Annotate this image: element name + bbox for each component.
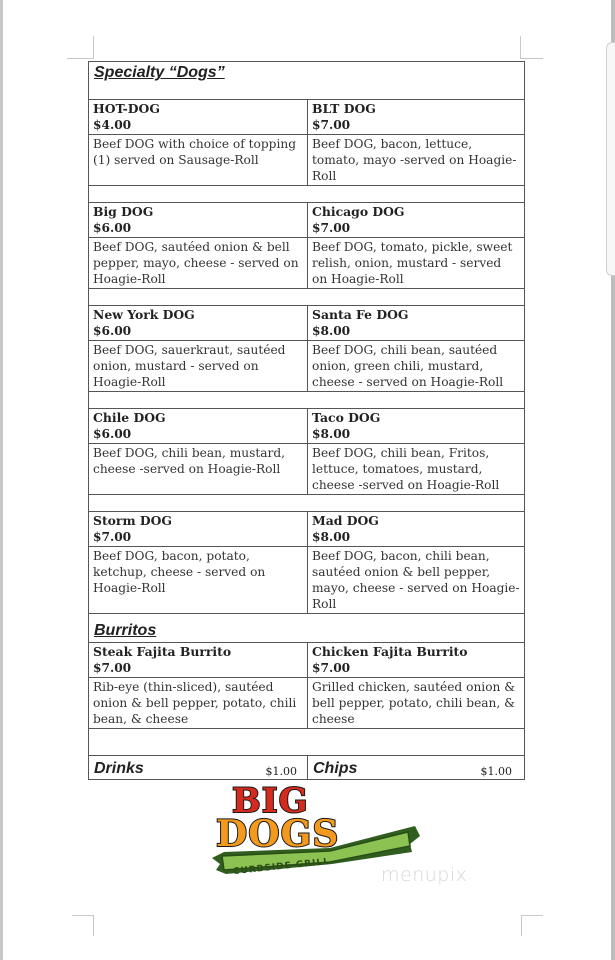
item-price: $8.00 <box>312 324 351 338</box>
item-description: Beef DOG, tomato, pickle, sweet relish, onion, mustard - served on Hoagie-Roll <box>312 240 513 286</box>
extras-row <box>89 756 524 780</box>
item-description: Beef DOG with choice of topping (1) served on Sausage-Roll <box>89 135 308 185</box>
item-price: $6.00 <box>93 324 132 338</box>
item-description: Beef DOG, chili bean, sautéed onion, green chili, mustard, cheese - served on Hoagie-Roll <box>312 343 504 389</box>
menu-item-blt-dog <box>308 100 524 134</box>
item-price: $8.00 <box>312 427 351 441</box>
item-name: Chile DOG <box>93 410 166 425</box>
menu-item-mad-dog <box>308 512 524 546</box>
menu-item-desc-row <box>89 547 524 614</box>
spacer-row <box>89 85 524 100</box>
burritos-title-text: Burritos <box>94 622 157 639</box>
item-price: $6.00 <box>93 427 132 441</box>
item-price: $7.00 <box>93 661 132 675</box>
item-description: Beef DOG, bacon, lettuce, tomato, mayo -served on Hoagie-Roll <box>312 137 517 183</box>
item-description: Beef DOG, chili bean, mustard, cheese -served on Hoagie-Roll <box>89 444 308 494</box>
item-price: $4.00 <box>93 118 132 132</box>
item-price: $7.00 <box>312 221 351 235</box>
spacer-row <box>89 495 524 512</box>
menu-item-desc-row <box>89 341 524 392</box>
item-description: Beef DOG, sauerkraut, sautéed onion, mustard - served on Hoagie-Roll <box>89 341 308 391</box>
item-description: Beef DOG, sautéed onion & bell pepper, mayo, cheese - served on Hoagie-Roll <box>89 238 308 288</box>
section-title-specialty-dogs: Specialty “Dogs” <box>94 64 225 81</box>
item-name: Chicago DOG <box>312 204 405 219</box>
scrollbar-thumb[interactable] <box>606 42 615 276</box>
menu-item-santa-fe-dog <box>308 306 524 340</box>
menu-item-chicago-dog <box>308 203 524 237</box>
menu-item-desc-row <box>89 444 524 495</box>
item-price: $6.00 <box>93 221 132 235</box>
crop-mark-bottom-left <box>72 915 94 936</box>
extra-chips <box>308 756 524 779</box>
menu-item-new-york-dog <box>89 306 308 340</box>
crop-mark-bottom-right <box>521 915 543 936</box>
item-name: HOT-DOG <box>93 101 160 116</box>
spacer-row <box>89 729 524 756</box>
item-description: Rib-eye (thin-sliced), sautéed onion & bell pepper, potato, chili bean, & cheese <box>89 678 308 728</box>
spacer-row <box>89 392 524 409</box>
item-description: Beef DOG, bacon, chili bean, sautéed onion & bell pepper, mayo, cheese - served on Hoagie-Roll <box>312 549 520 611</box>
extra-label: Chips <box>313 760 358 777</box>
menu-item-header-row <box>89 409 524 444</box>
menu-item-desc-row <box>89 678 524 729</box>
menu-item-header-row <box>89 203 524 238</box>
extra-price: $1.00 <box>480 765 512 778</box>
item-price: $7.00 <box>93 530 132 544</box>
extra-price: $1.00 <box>265 765 297 778</box>
item-name: Chicken Fajita Burrito <box>312 644 468 659</box>
item-price: $8.00 <box>312 530 351 544</box>
spacer-row <box>89 186 524 203</box>
crop-mark-top-right <box>520 36 543 59</box>
logo-dogs-text: DOGS <box>216 813 340 855</box>
menu-item-chicken-fajita-burrito <box>308 643 524 677</box>
menu-item-hot-dog <box>89 100 308 134</box>
menu-item-storm-dog <box>89 512 308 546</box>
item-name: Storm DOG <box>93 513 173 528</box>
item-name: Mad DOG <box>312 513 379 528</box>
section-title-burritos <box>89 614 524 642</box>
item-name: BLT DOG <box>312 101 376 116</box>
menu-item-header-row <box>89 306 524 341</box>
page-left-edge <box>0 0 3 960</box>
logo-banner-text: CURBSIDE GRILL <box>232 856 331 878</box>
item-description: Beef DOG, bacon, potato, ketchup, cheese - served on Hoagie-Roll <box>89 547 308 613</box>
crop-mark-top-left <box>67 36 94 59</box>
logo-big-text: BIG <box>232 781 309 821</box>
menu-item-chile-dog <box>89 409 308 443</box>
item-description: Grilled chicken, sautéed onion & bell pepper, potato, chili bean, & cheese <box>312 680 516 726</box>
item-name: Santa Fe DOG <box>312 307 409 322</box>
menu-item-header-row <box>89 100 524 135</box>
item-name: Steak Fajita Burrito <box>93 644 232 659</box>
extra-drinks <box>89 756 308 779</box>
menupix-watermark: menupix <box>381 864 468 886</box>
spacer-row <box>89 289 524 306</box>
item-name: Big DOG <box>93 204 154 219</box>
menu-item-header-row <box>89 642 524 678</box>
menu-item-desc-row <box>89 135 524 186</box>
menu-item-taco-dog <box>308 409 524 443</box>
menu-table <box>88 61 525 780</box>
menu-item-desc-row <box>89 238 524 289</box>
menu-item-big-dog <box>89 203 308 237</box>
item-description: Beef DOG, chili bean, Fritos, lettuce, tomatoes, mustard, cheese -served on Hoagie-Roll <box>312 446 500 492</box>
item-price: $7.00 <box>312 661 351 675</box>
menu-item-steak-fajita-burrito <box>89 643 308 677</box>
menu-item-header-row <box>89 512 524 547</box>
item-price: $7.00 <box>312 118 351 132</box>
item-name: New York DOG <box>93 307 195 322</box>
item-name: Taco DOG <box>312 410 381 425</box>
extra-label: Drinks <box>94 760 144 777</box>
